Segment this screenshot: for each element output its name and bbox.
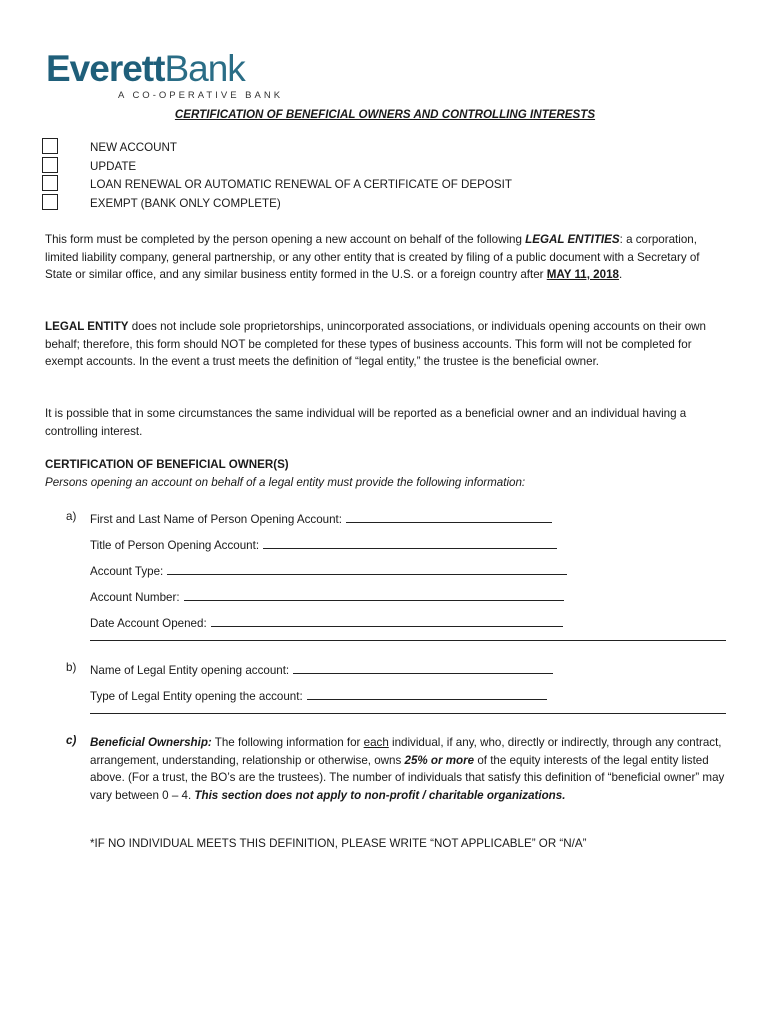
field-entity-type [90,687,547,703]
intro-text: : a corporation, limited liability company, general partnership, or any other entity that is created by filing of a public document with a Secretary of State or similar office, and any similar business entity formed in the U.S. or a foreign country after [45,233,700,281]
legal-entity-text: does not include sole proprietorships, unincorporated associations, or individuals opening accounts on their own behalf; therefore, this form should NOT be completed for these types of business accounts. This form will not be completed for exempt accounts. In the event a trust meets the definition of “legal entity,” the trustee is the beneficial owner. [45,320,706,368]
everett-bank-logo [46,48,284,104]
field-label: Name of Legal Entity opening account: [90,664,290,677]
item-a-letter: a) [66,510,77,523]
entity-type-input[interactable] [307,687,547,700]
beneficial-ownership-paragraph [90,734,726,804]
field-person-name [90,510,552,526]
date-opened-input[interactable] [211,614,563,627]
field-entity-name [90,661,553,677]
same-individual-paragraph: It is possible that in some circumstances the same individual will be reported as a beneficial owner and an individual having a controlling interest. [45,407,687,438]
section-divider [90,713,726,714]
field-date-opened [90,614,563,630]
account-number-input[interactable] [184,588,564,601]
logo-wordmark [46,48,245,90]
field-label: Date Account Opened: [90,617,207,630]
intro-text: . [618,268,623,281]
item-c-text: individual, if any, who, directly or indirectly, through any contract, arrangement, understanding, relationship or otherwise, owns [90,736,722,767]
logo-word-everett: Everett [46,48,165,89]
legal-entity-term: LEGAL ENTITY [45,320,129,333]
field-person-title [90,536,557,552]
beneficial-ownership-heading: Beneficial Ownership: [90,736,212,749]
legal-entities-term: LEGAL ENTITIES [525,233,620,246]
logo-word-bank: Bank [164,48,245,89]
effective-date: MAY 11, 2018 [546,268,619,281]
section-divider [90,640,726,641]
intro-text: This form must be completed by the person opening a new account on behalf of the following [45,233,526,246]
legal-entity-paragraph [45,318,725,371]
field-label: First and Last Name of Person Opening Account: [90,513,342,526]
checkbox-update[interactable] [42,157,58,173]
checkbox-exempt[interactable] [42,194,58,210]
form-title: CERTIFICATION OF BENEFICIAL OWNERS AND CONTROLLING INTERESTS [174,108,596,121]
option-label: LOAN RENEWAL OR AUTOMATIC RENEWAL OF A CERTIFICATE OF DEPOSIT [90,178,512,191]
account-type-input[interactable] [167,562,567,575]
person-name-input[interactable] [346,510,552,523]
field-label: Title of Person Opening Account: [90,539,260,552]
field-label: Account Number: [90,591,180,604]
person-title-input[interactable] [263,536,557,549]
item-c-letter: c) [66,734,77,747]
field-account-number [90,588,564,604]
item-c-text: The following information for [211,736,364,749]
entity-name-input[interactable] [293,661,553,674]
section-heading: CERTIFICATION OF BENEFICIAL OWNER(S) [45,458,289,471]
intro-paragraph [45,231,725,284]
item-b-letter: b) [66,661,77,674]
field-label: Account Type: [90,565,164,578]
each-emphasis: each [363,736,389,749]
not-applicable-note: *IF NO INDIVIDUAL MEETS THIS DEFINITION, PLEASE WRITE “NOT APPLICABLE” OR “N/A” [90,837,587,850]
checkbox-loan-renewal[interactable] [42,175,58,191]
option-label: UPDATE [90,159,137,173]
option-label: EXEMPT (BANK ONLY COMPLETE) [90,196,281,210]
logo-tagline: A CO-OPERATIVE BANK [118,90,284,101]
ownership-threshold: 25% or more [404,753,475,767]
field-label: Type of Legal Entity opening the account: [90,690,303,703]
item-c-text: of the equity interests of the legal entity listed above. (For a trust, the BO’s are the trustees). The number of individuals that satisfy this definition of “beneficial owner” may vary between 0 – 4. [90,753,725,802]
nonprofit-exclusion: This section does not apply to non-profit / charitable organizations. [194,788,566,802]
option-label: NEW ACCOUNT [90,141,177,154]
section-subheading: Persons opening an account on behalf of a legal entity must provide the following information: [45,476,526,489]
checkbox-new-account[interactable] [42,138,58,154]
field-account-type [90,562,567,578]
